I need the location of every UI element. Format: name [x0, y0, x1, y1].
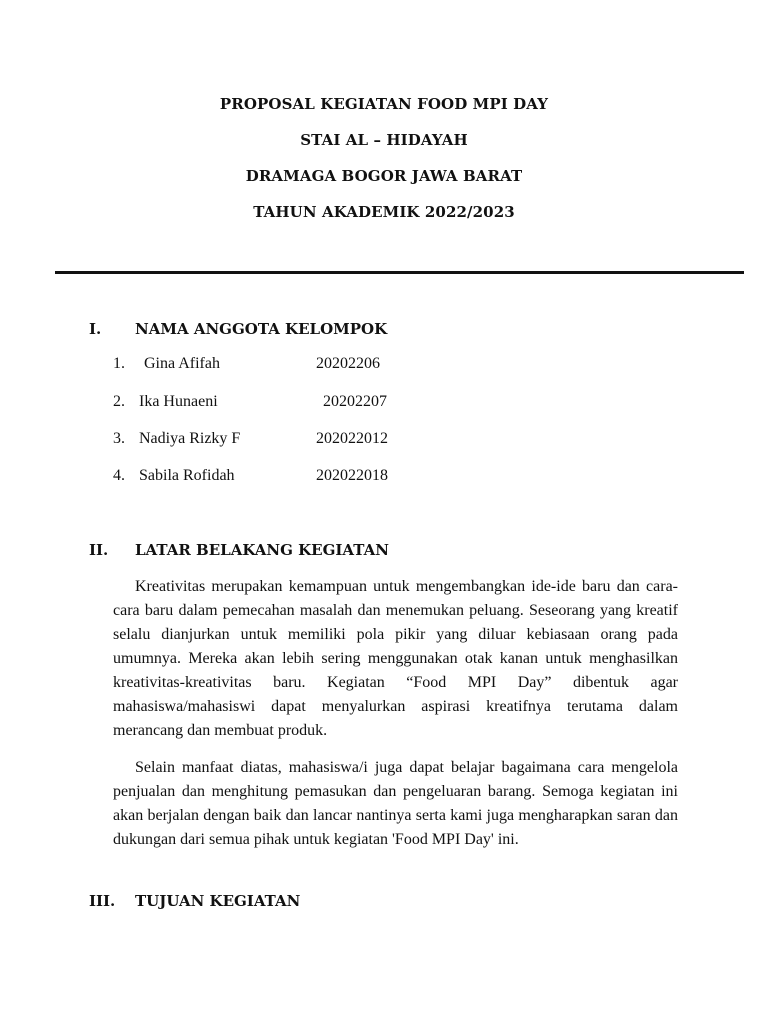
document-title: PROPOSAL KEGIATAN FOOD MPI DAY: [219, 95, 549, 113]
section-number: II.: [89, 541, 109, 559]
member-number: 4.: [113, 467, 125, 484]
member-id: 202022012: [316, 430, 388, 447]
member-name: Gina Afifah: [144, 355, 220, 372]
header-divider: [55, 271, 744, 274]
member-id: 202022018: [316, 467, 388, 484]
member-number: 2.: [113, 393, 125, 410]
document-title-block: [0, 90, 768, 234]
member-number: 3.: [113, 430, 125, 447]
background-paragraph: Selain manfaat diatas, mahasiswa/i juga dapat belajar bagaimana cara mengelola penjualan dan menghitung pemasukan dan pengeluaran barang. Semoga kegiatan ini akan berjalan dengan baik dan lancar nantinya serta kami juga mengharapkan saran dan dukungan dari semua pihak untuk kegiatan 'Food MPI Day' ini.: [113, 759, 678, 848]
institution-name: STAI AL – HIDAYAH: [300, 131, 468, 149]
member-name: Nadiya Rizky F: [139, 430, 241, 447]
member-number: 1.: [113, 355, 125, 372]
section-heading-objectives: [89, 891, 300, 911]
section-title: NAMA ANGGOTA KELOMPOK: [135, 320, 388, 338]
institution-location: DRAMAGA BOGOR JAWA BARAT: [245, 167, 523, 185]
member-name: Sabila Rofidah: [139, 467, 235, 484]
section-heading-background: [89, 540, 389, 560]
member-id: 20202207: [323, 393, 387, 410]
section-heading-members: [89, 319, 387, 339]
academic-year: TAHUN AKADEMIK 2022/2023: [253, 203, 515, 221]
section-number: I.: [89, 320, 102, 338]
member-name: Ika Hunaeni: [139, 393, 218, 410]
section-title: LATAR BELAKANG KEGIATAN: [135, 541, 389, 559]
section-title: TUJUAN KEGIATAN: [135, 892, 301, 910]
member-id: 20202206: [316, 355, 380, 372]
background-paragraph: Kreativitas merupakan kemampuan untuk mengembangkan ide-ide baru dan cara-cara baru dalam pemecahan masalah dan menemukan peluang. Seseorang yang kreatif selalu dianjurkan untuk memiliki pola pikir yang diluar kebiasaan orang pada umumnya. Mereka akan lebih sering menggunakan otak kanan untuk menghasilkan kreativitas-kreativitas baru. Kegiatan “Food MPI Day” dibentuk agar mahasiswa/mahasiswi dapat menyalurkan aspirasi kreatifnya terutama dalam merancang dan membuat produk.: [113, 578, 678, 739]
section-number: III.: [89, 892, 116, 910]
